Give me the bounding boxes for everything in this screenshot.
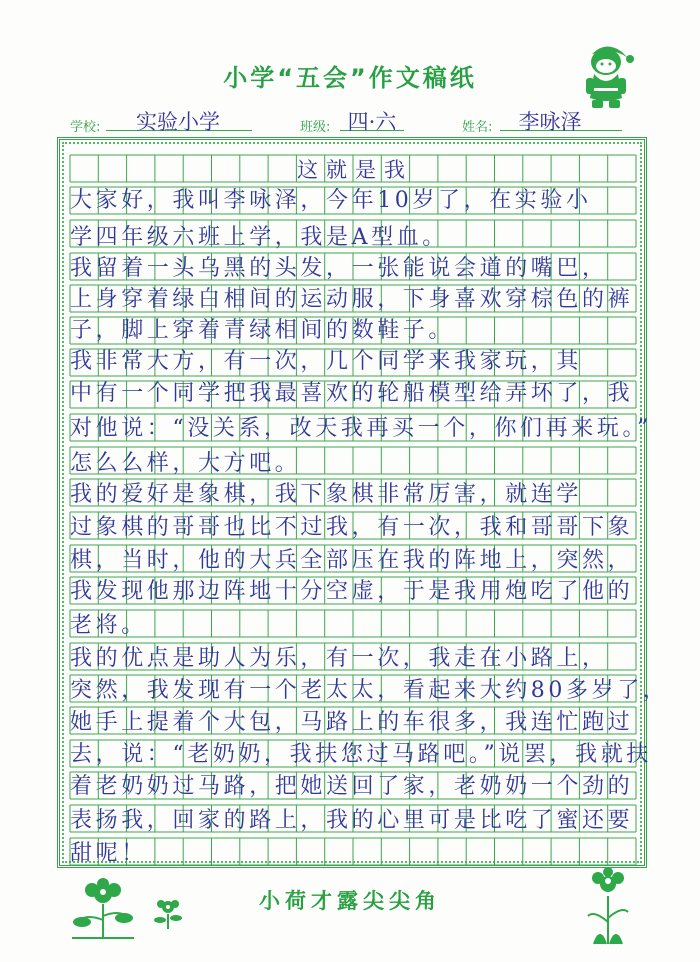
essay-line: 我非常大方，有一次，几个同学来我家玩，其 (70, 349, 583, 374)
essay-title: 这就是我 (297, 158, 413, 182)
essay-line: 中有一个同学把我最喜欢的轮船模型给弄坏了，我 (70, 381, 634, 406)
essay-line: 我的爱好是象棋，我下象棋非常厉害，就连学 (70, 482, 583, 507)
essay-line: 怎么么样，大方吧。 (70, 451, 301, 476)
class-label: 班级: (300, 120, 331, 135)
essay-line: 我发现他那边阵地十分空虚，于是我用炮吃了他的 (70, 579, 634, 604)
student-name: 李咏泽 (518, 110, 582, 134)
name-label: 姓名: (462, 120, 493, 135)
school-name: 实验小学 (136, 110, 220, 134)
essay-line: 子，脚上穿着青绿相间的数鞋子。 (70, 318, 455, 343)
essay-line: 她手上提着个大包，马路上的车很多，我连忙跑过 (70, 710, 634, 735)
essay-line: 我的优点是助人为乐，有一次，我走在小路上， (70, 646, 608, 671)
essay-line: 上身穿着绿白相间的运动服，下身喜欢穿棕色的裤 (70, 287, 634, 312)
essay-line: 学四年级六班上学，我是A型血。 (70, 225, 448, 250)
essay-line: 棋，当时，他的大兵全部压在我的阵地上，突然， (70, 548, 634, 573)
flower-plant-right-icon (580, 866, 636, 946)
essay-line: 甜呢！ (70, 841, 147, 866)
footer-motto: 小荷才露尖尖角 (259, 888, 441, 913)
essay-line: 表扬我，回家的路上，我的心里可是比吃了蜜还要 (70, 808, 634, 833)
essay-line: 大家好，我叫李咏泽，今年10岁了，在实验小 (70, 188, 592, 213)
essay-line: 过象棋的哥哥也比不过我，有一次，我和哥哥下象 (70, 515, 634, 540)
small-flower-icon (150, 896, 186, 930)
essay-line: 突然，我发现有一个老太太，看起来大约80多岁了， (70, 678, 669, 703)
school-label: 学校: (70, 120, 101, 135)
flower-plant-left-icon (68, 876, 138, 940)
essay-line: 对他说：“没关系，改天我再买一个，你们再来玩。” (70, 416, 652, 441)
class-name: 四·六 (347, 110, 397, 134)
essay-line: 老将。 (70, 613, 147, 638)
essay-line: 着老奶奶过马路，把她送回了家，老奶奶一个劲的 (70, 774, 634, 799)
essay-line: 去，说：“老奶奶，我扶您过马路吧。”说罢，我就扶 (70, 742, 652, 767)
paper-title: 小学“五会”作文稿纸 (223, 64, 477, 92)
essay-line: 我留着一头乌黑的头发，一张能说会道的嘴巴， (70, 256, 608, 281)
